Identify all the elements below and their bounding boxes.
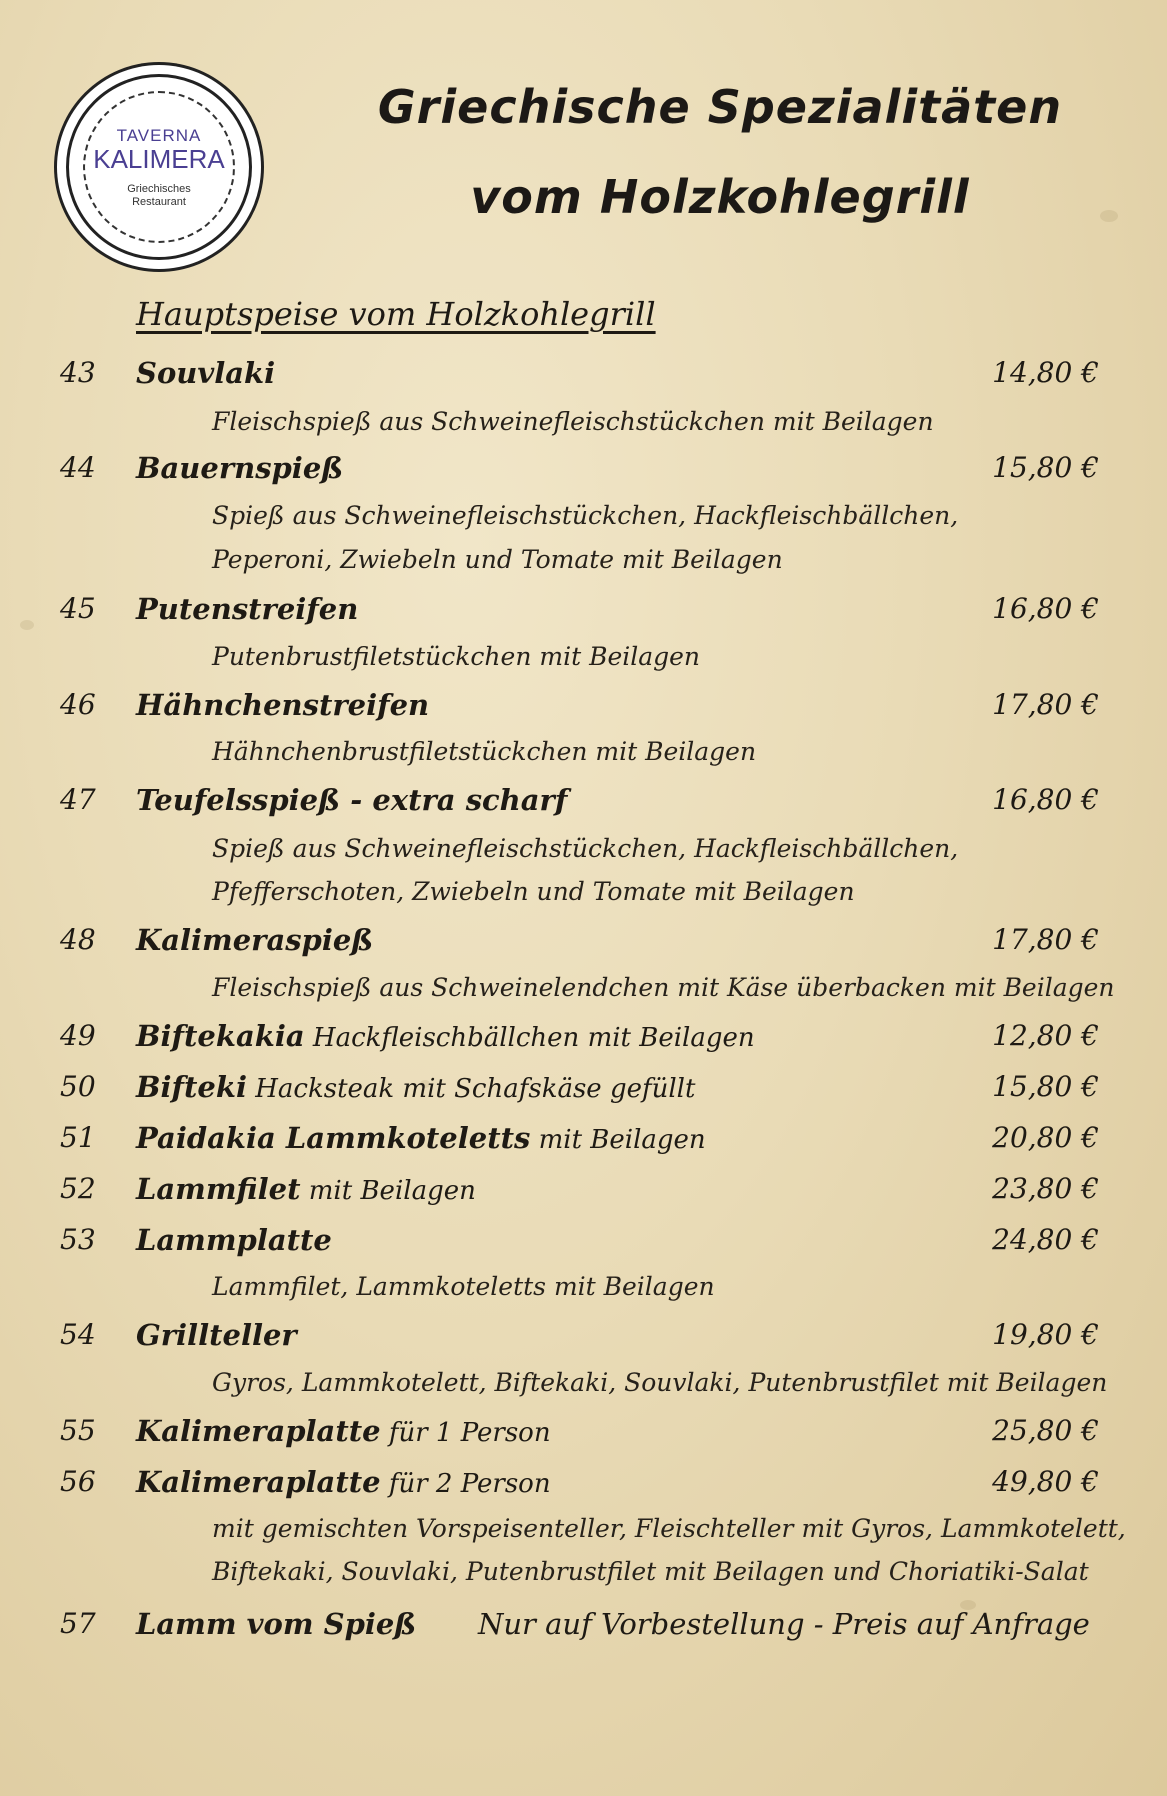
item-name-text: Paidakia Lammkoteletts	[136, 1121, 531, 1155]
item-name	[136, 451, 343, 485]
item-name	[136, 1414, 551, 1448]
item-name-text: Hähnchenstreifen	[136, 688, 430, 722]
item-number: 51	[60, 1121, 96, 1154]
item-price: 23,80 €	[992, 1172, 1099, 1205]
menu-item	[0, 1121, 1167, 1165]
menu-item	[0, 451, 1167, 495]
menu-item	[0, 688, 1167, 732]
item-name	[136, 1070, 695, 1104]
item-number: 43	[60, 356, 96, 389]
item-price: 17,80 €	[992, 688, 1099, 721]
item-name	[136, 1172, 476, 1206]
item-price: 15,80 €	[992, 1070, 1099, 1103]
item-name-text: Grillteller	[136, 1318, 297, 1352]
item-number: 49	[60, 1019, 96, 1052]
item-name	[136, 356, 275, 390]
item-name-text: Putenstreifen	[136, 592, 359, 626]
item-name	[136, 1223, 332, 1257]
item-note: mit Beilagen	[530, 1125, 706, 1155]
item-name-text: Biftekakia	[136, 1019, 305, 1053]
logo-taverna-text: TAVERNA	[116, 125, 202, 145]
item-description: Gyros, Lammkotelett, Biftekaki, Souvlaki, Putenbrustfilet mit Beilagen	[212, 1368, 1108, 1397]
item-name-text: Lammplatte	[136, 1223, 332, 1257]
item-description: Fleischspieß aus Schweinelendchen mit Käse überbacken mit Beilagen	[212, 973, 1115, 1002]
item-number: 52	[60, 1172, 96, 1205]
item-name	[136, 1019, 755, 1053]
menu-item	[0, 356, 1167, 400]
item-price: 16,80 €	[992, 592, 1099, 625]
item-name-text: Bifteki	[136, 1070, 247, 1104]
item-number: 54	[60, 1318, 96, 1351]
item-price: 12,80 €	[992, 1019, 1099, 1052]
logo-subtitle	[127, 183, 191, 209]
menu-item	[0, 1019, 1167, 1063]
item-name	[136, 1318, 297, 1352]
item-price: 20,80 €	[992, 1121, 1099, 1154]
item-description: Spieß aus Schweinefleischstückchen, Hackfleischbällchen,	[212, 834, 959, 863]
section-title: Hauptspeise vom Holzkohlegrill	[136, 295, 656, 333]
page-title-line1: Griechische Spezialitäten	[377, 80, 1063, 134]
item-name-text: Teufelsspieß - extra scharf	[136, 783, 568, 817]
item-description: Biftekaki, Souvlaki, Putenbrustfilet mit Beilagen und Choriatiki-Salat	[212, 1557, 1089, 1586]
item-number: 56	[60, 1465, 96, 1498]
item-number: 50	[60, 1070, 96, 1103]
menu-item	[0, 1318, 1167, 1362]
item-number: 46	[60, 688, 96, 721]
item-note: Hackfleischbällchen mit Beilagen	[304, 1023, 755, 1053]
menu-item	[0, 1414, 1167, 1458]
item-note: Hacksteak mit Schafskäse gefüllt	[246, 1074, 696, 1104]
item-description: Lammfilet, Lammkoteletts mit Beilagen	[212, 1272, 715, 1301]
item-name	[136, 1465, 551, 1499]
menu-item	[0, 592, 1167, 636]
item-price: 19,80 €	[992, 1318, 1099, 1351]
item-name-text: Kalimeraplatte	[136, 1414, 381, 1448]
menu-item	[0, 1223, 1167, 1267]
item-name	[136, 783, 567, 817]
item-price: 49,80 €	[992, 1465, 1099, 1498]
item-name	[136, 592, 358, 626]
item-number: 47	[60, 783, 96, 816]
logo-inner-ring	[83, 91, 235, 243]
item-name-text: Lamm vom Spieß	[136, 1607, 417, 1641]
logo-subtitle-line2: Restaurant	[132, 195, 186, 208]
item-special-note: Nur auf Vorbestellung - Preis auf Anfrage	[478, 1607, 1090, 1641]
item-description: Fleischspieß aus Schweinefleischstückchen mit Beilagen	[212, 407, 934, 436]
item-name	[136, 1121, 706, 1155]
item-number: 48	[60, 923, 96, 956]
item-name-text: Lammfilet	[136, 1172, 301, 1206]
item-description: mit gemischten Vorspeisenteller, Fleischteller mit Gyros, Lammkotelett,	[212, 1514, 1126, 1543]
item-number: 53	[60, 1223, 96, 1256]
item-name	[136, 688, 429, 722]
item-name	[136, 1607, 416, 1641]
item-number: 57	[60, 1607, 96, 1640]
item-price: 24,80 €	[992, 1223, 1099, 1256]
item-description: Spieß aus Schweinefleischstückchen, Hackfleischbällchen,	[212, 501, 959, 530]
item-price: 25,80 €	[992, 1414, 1099, 1447]
item-description: Hähnchenbrustfiletstückchen mit Beilagen	[212, 737, 757, 766]
item-price: 14,80 €	[992, 356, 1099, 389]
menu-item	[0, 1172, 1167, 1216]
item-name-text: Bauernspieß	[136, 451, 344, 485]
taverna-kalimera-logo	[66, 74, 252, 260]
menu-item	[0, 1070, 1167, 1114]
item-price: 17,80 €	[992, 923, 1099, 956]
item-description: Peperoni, Zwiebeln und Tomate mit Beilagen	[212, 545, 783, 574]
menu-item	[0, 923, 1167, 967]
page-title-line2: vom Holzkohlegrill	[470, 170, 970, 224]
item-name-text: Kalimeraspieß	[136, 923, 374, 957]
menu-item	[0, 783, 1167, 827]
item-name-text: Kalimeraplatte	[136, 1465, 381, 1499]
item-number: 55	[60, 1414, 96, 1447]
item-note: für 1 Person	[380, 1418, 551, 1448]
menu-item	[0, 1607, 1167, 1651]
logo-subtitle-line1: Griechisches	[127, 182, 191, 195]
item-name-text: Souvlaki	[136, 356, 276, 390]
item-name	[136, 923, 373, 957]
logo-kalimera-text: KALIMERA	[93, 143, 225, 174]
item-description: Pfefferschoten, Zwiebeln und Tomate mit Beilagen	[212, 877, 855, 906]
item-note: für 2 Person	[380, 1469, 551, 1499]
item-note: mit Beilagen	[300, 1176, 476, 1206]
item-number: 44	[60, 451, 96, 484]
menu-item	[0, 1465, 1167, 1509]
item-price: 16,80 €	[992, 783, 1099, 816]
item-description: Putenbrustfiletstückchen mit Beilagen	[212, 642, 701, 671]
item-number: 45	[60, 592, 96, 625]
item-price: 15,80 €	[992, 451, 1099, 484]
